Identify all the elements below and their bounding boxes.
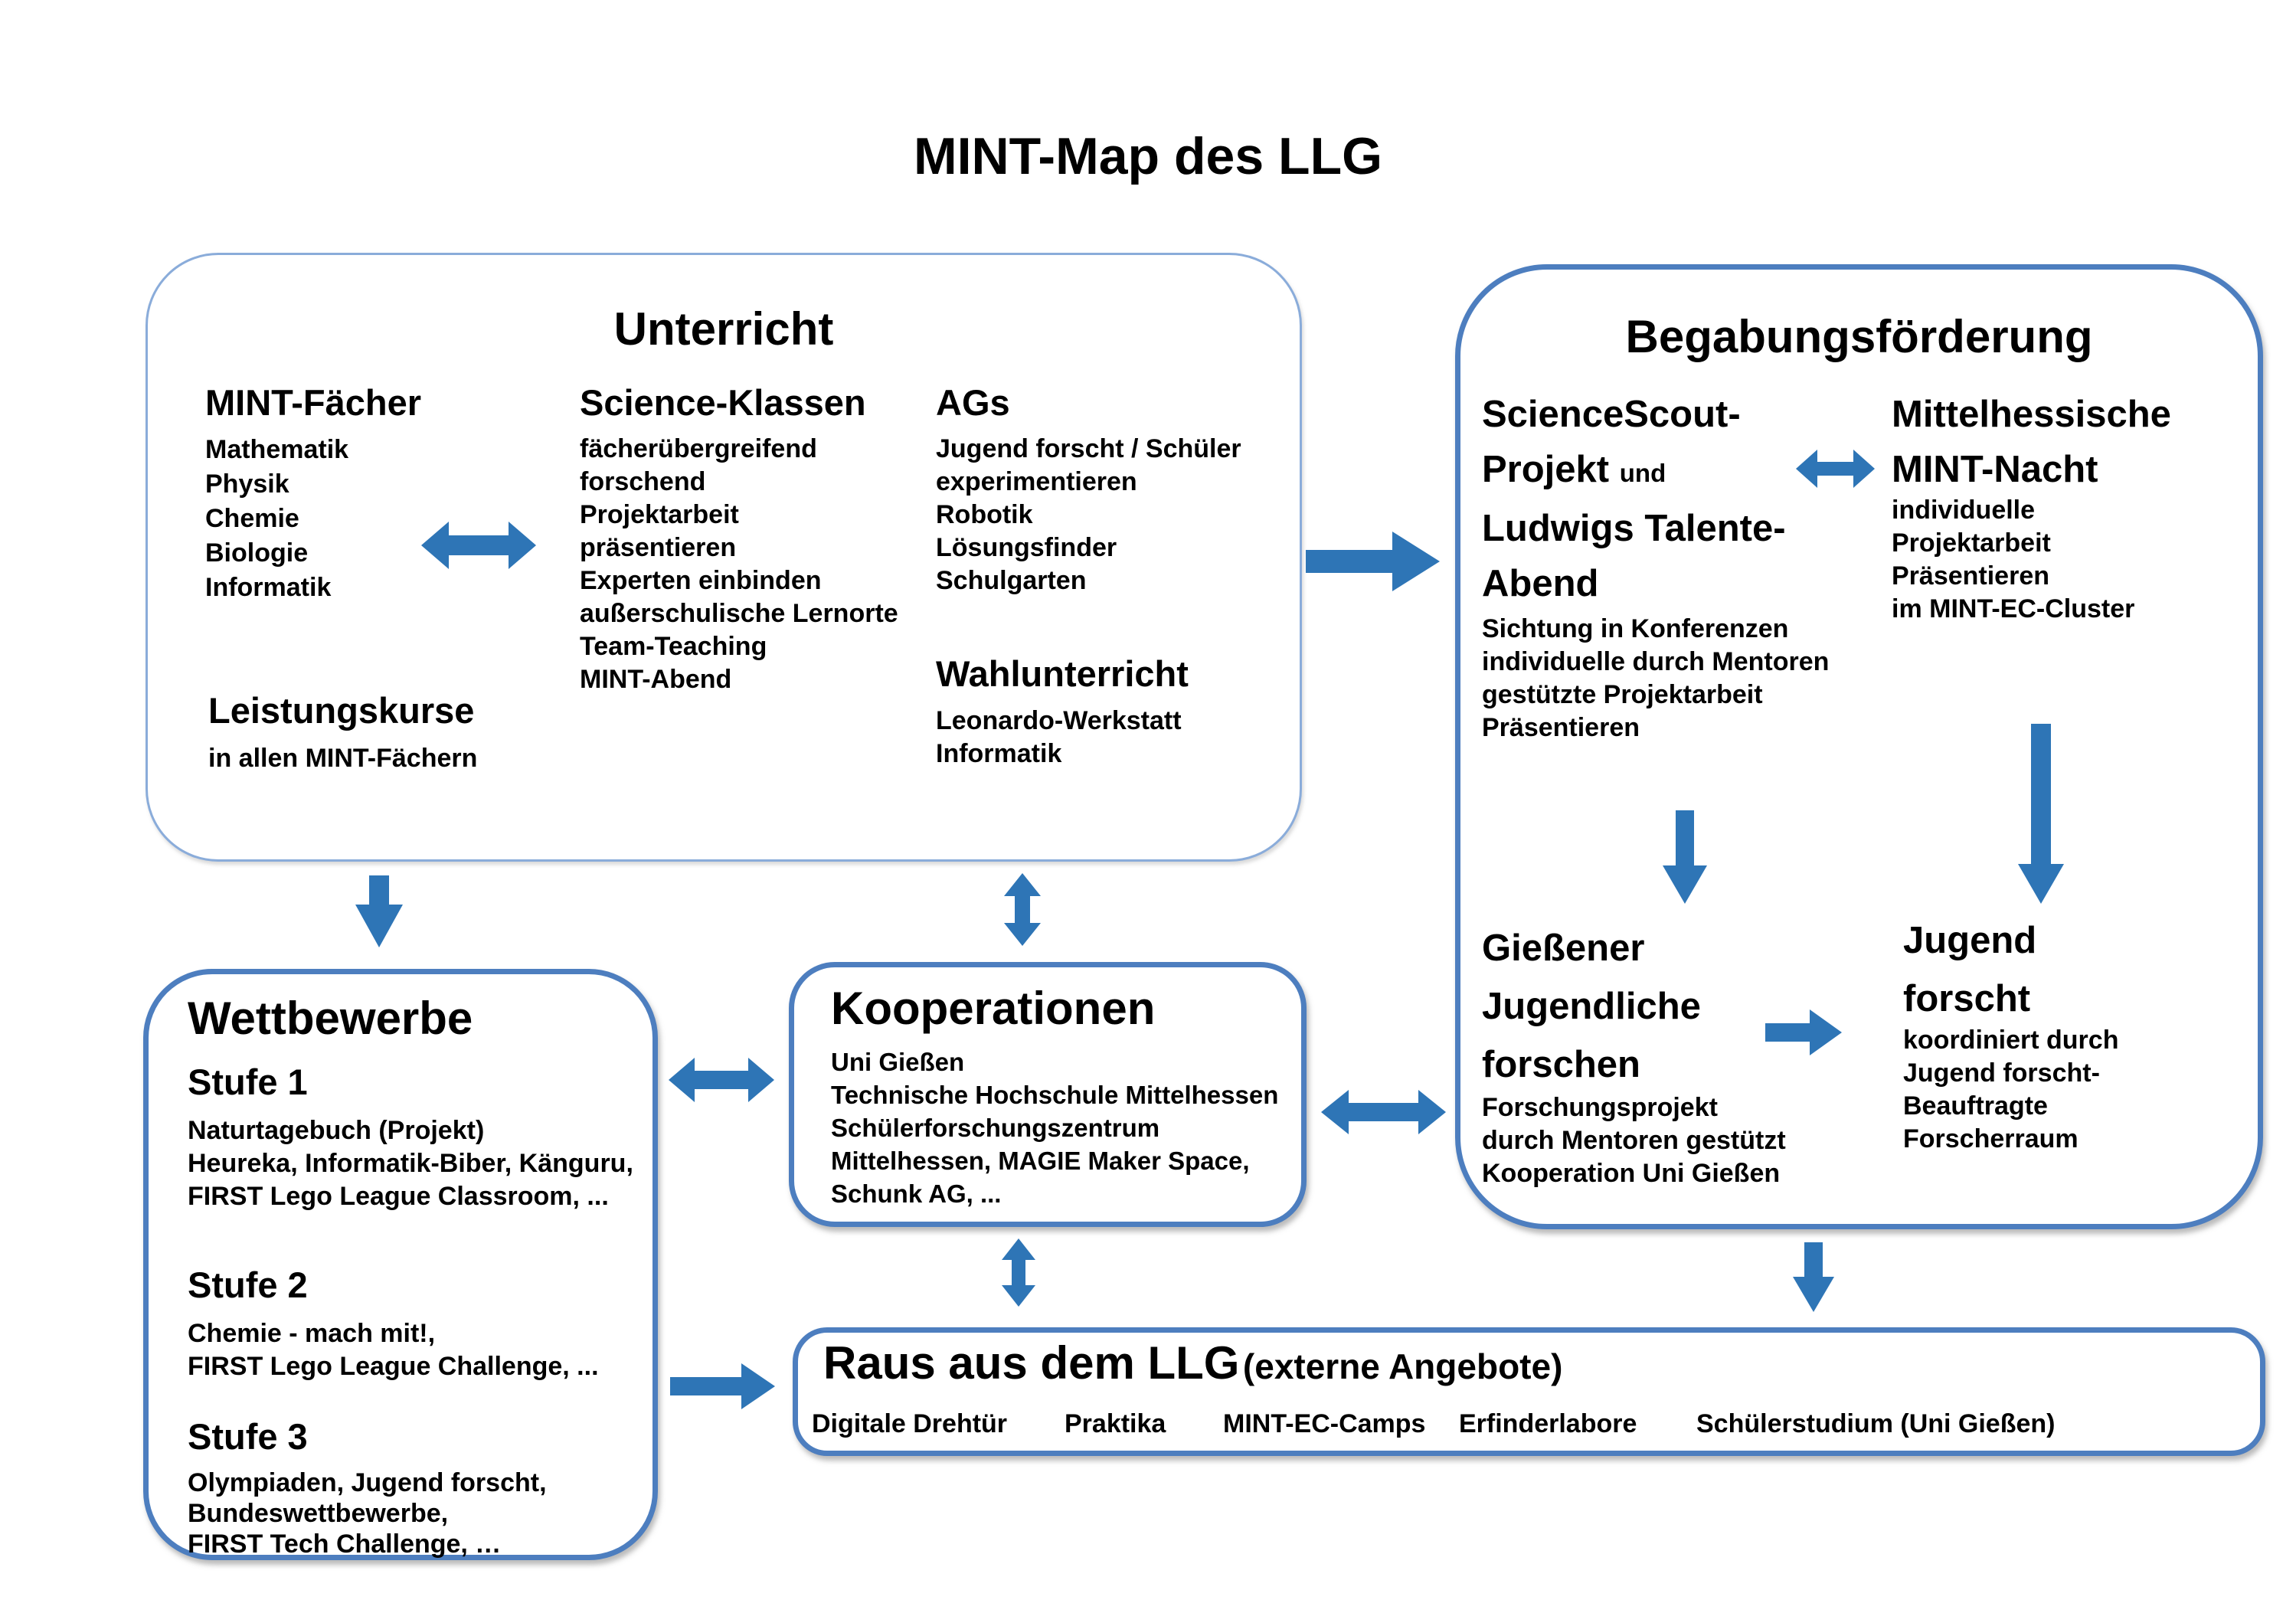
heading-line: Jugendliche [1482,986,1701,1027]
list-item: Beauftragte [1903,1091,2048,1121]
stufe1-list [188,1114,633,1213]
list-item: Lösungsfinder [936,533,1117,562]
list-item: Informatik [936,739,1062,768]
raus-item-schuelerstudium: Schülerstudium (Uni Gießen) [1696,1409,2056,1438]
list-item: Robotik [936,500,1033,529]
stufe3-list [188,1467,547,1559]
raus-item-praktika: Praktika [1065,1409,1166,1438]
stufe1-heading: Stufe 1 [188,1062,308,1102]
sciencescout-list [1482,613,1829,744]
raus-title [823,1337,1562,1389]
list-item: Kooperation Uni Gießen [1482,1159,1781,1188]
science-klassen-list [580,433,898,696]
list-item: Physik [205,470,289,499]
list-item: Heureka, Informatik-Biber, Känguru, [188,1149,633,1178]
list-item: Jugend forscht / Schüler [936,434,1241,463]
page-title: MINT-Map des LLG [914,127,1382,185]
list-item: Informatik [205,573,332,602]
kooperationen-list [831,1045,1278,1210]
list-item: Jugend forscht- [1903,1058,2100,1088]
stufe2-list [188,1317,599,1383]
stufe2-heading: Stufe 2 [188,1265,308,1305]
list-item: gestützte Projektarbeit [1482,680,1763,709]
list-item: FIRST Lego League Challenge, ... [188,1352,599,1381]
list-item: Bundeswettbewerbe, [188,1499,449,1528]
list-item: Forscherraum [1903,1124,2079,1153]
mint-faecher-list [205,433,348,605]
list-item: experimentieren [936,467,1137,496]
heading-line: MINT-Nacht [1892,449,2098,490]
list-item: Projektarbeit [1892,528,2051,558]
list-item: Biologie [205,538,309,568]
unterricht-title: Unterricht [613,303,834,355]
wahlunterricht-list [936,705,1182,771]
sciencescout-heading [1482,387,1786,611]
list-item: Chemie [205,504,299,533]
heading-line: Ludwigs Talente- [1482,508,1786,549]
list-item: im MINT-EC-Cluster [1892,594,2135,623]
list-item: individuelle durch Mentoren [1482,647,1830,676]
heading-line: Gießener [1482,928,1645,969]
list-item: Präsentieren [1892,561,2049,591]
list-item: Präsentieren [1482,713,1640,742]
list-item: Experten einbinden [580,566,822,595]
mint-nacht-list [1892,494,2134,626]
list-item: präsentieren [580,533,737,562]
raus-title-suffix: (externe Angebote) [1242,1346,1563,1386]
giessener-heading [1482,919,1701,1094]
jugend-forscht-list [1903,1024,2118,1156]
list-item: koordiniert durch [1903,1026,2119,1055]
heading-line: Jugend [1903,920,2037,961]
list-item: FIRST Tech Challenge, … [188,1530,502,1559]
raus-item-digitale-drehtuer: Digitale Drehtür [812,1409,1008,1438]
list-item: Mittelhessen, MAGIE Maker Space, [831,1147,1250,1175]
list-item: durch Mentoren gestützt [1482,1126,1786,1155]
heading-line: forscht [1903,978,2031,1019]
list-item: Mathematik [205,435,349,464]
heading-line: Abend [1482,563,1599,604]
ags-list [936,433,1241,597]
raus-item-erfinderlabore: Erfinderlabore [1459,1409,1637,1438]
list-item: Olympiaden, Jugend forscht, [188,1468,547,1497]
list-item: Sichtung in Konferenzen [1482,614,1789,643]
stufe3-heading: Stufe 3 [188,1416,308,1457]
science-klassen-heading: Science-Klassen [580,382,866,423]
list-item: außerschulische Lernorte [580,599,898,628]
list-item: individuelle [1892,496,2036,525]
raus-title-main: Raus aus dem LLG [823,1337,1240,1389]
leistungskurse-subtitle: in allen MINT-Fächern [208,744,478,773]
heading-line: Projekt und [1482,449,1666,490]
list-item: Chemie - mach mit!, [188,1319,436,1348]
list-item: forschend [580,467,706,496]
mint-nacht-heading [1892,387,2171,497]
heading-line: Mittelhessische [1892,394,2171,435]
wahlunterricht-heading: Wahlunterricht [936,653,1189,694]
ags-heading: AGs [936,382,1010,423]
list-item: Schülerforschungszentrum [831,1114,1160,1142]
heading-suffix: und [1619,459,1666,487]
begabungsfoerderung-title: Begabungsförderung [1625,311,2093,362]
list-item: Forschungsprojekt [1482,1093,1718,1122]
giessener-list [1482,1091,1786,1190]
jugend-forscht-heading [1903,911,2036,1028]
heading-line: ScienceScout- [1482,394,1741,435]
list-item: fächerübergreifend [580,434,817,463]
list-item: Projektarbeit [580,500,739,529]
list-item: Schunk AG, ... [831,1179,1002,1208]
list-item: Schulgarten [936,566,1087,595]
list-item: Leonardo-Werkstatt [936,706,1182,735]
heading-line: forschen [1482,1044,1640,1085]
mint-faecher-heading: MINT-Fächer [205,382,422,423]
raus-item-mint-ec-camps: MINT-EC-Camps [1223,1409,1426,1438]
list-item: Technische Hochschule Mittelhessen [831,1081,1279,1109]
kooperationen-title: Kooperationen [831,983,1156,1034]
wettbewerbe-title: Wettbewerbe [188,993,473,1044]
list-item: Naturtagebuch (Projekt) [188,1116,485,1145]
leistungskurse-heading: Leistungskurse [208,690,475,731]
list-item: MINT-Abend [580,665,732,694]
list-item: FIRST Lego League Classroom, ... [188,1182,609,1211]
list-item: Uni Gießen [831,1048,965,1076]
list-item: Team-Teaching [580,632,767,661]
